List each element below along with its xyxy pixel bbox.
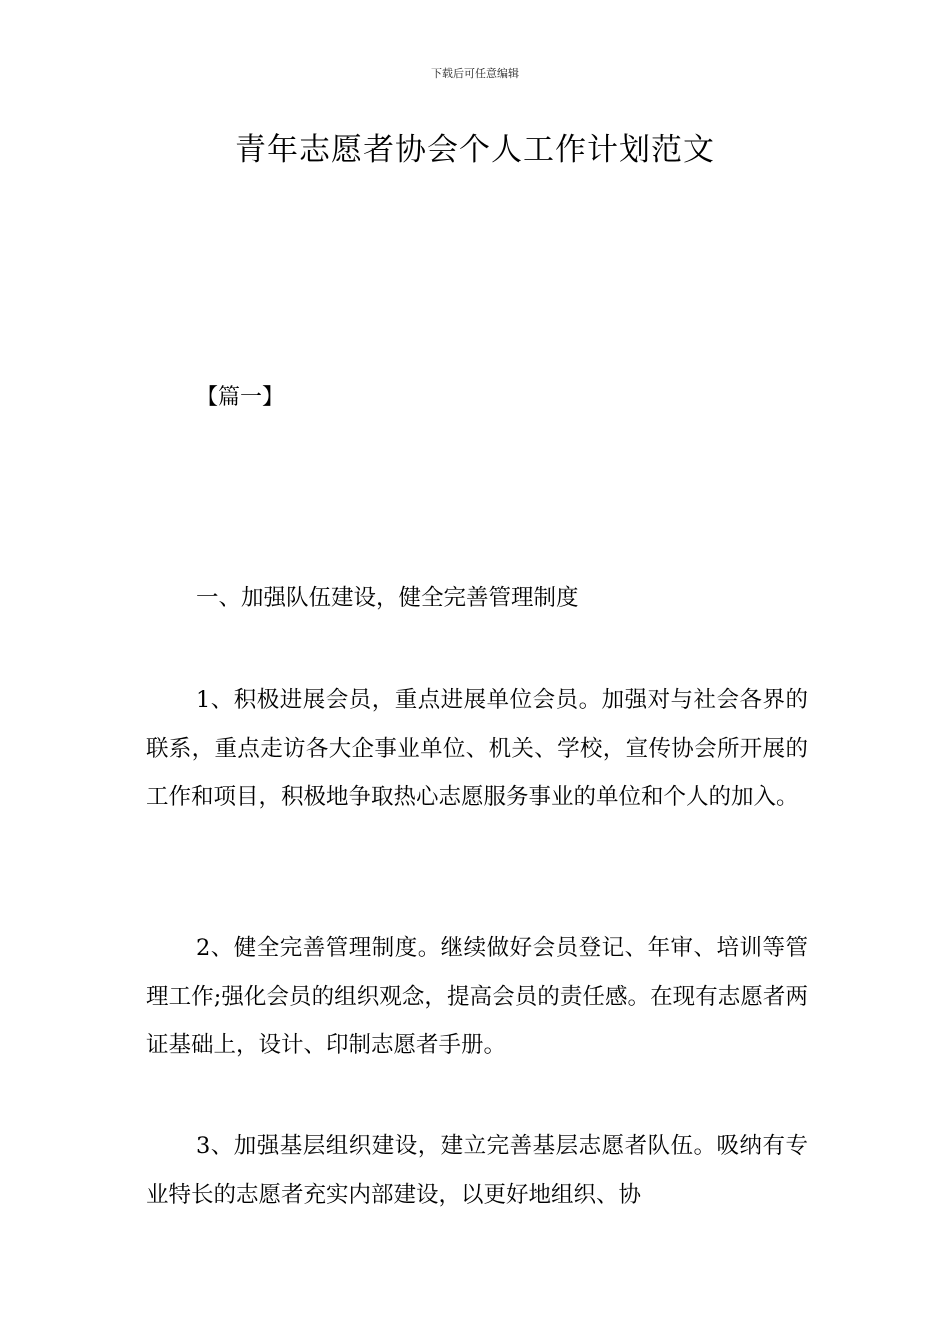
document-title: 青年志愿者协会个人工作计划范文 (235, 132, 715, 168)
section-heading: 一、加强队伍建设，健全完善管理制度 (196, 585, 579, 611)
section-label: 【篇一】 (196, 385, 285, 410)
paragraph: 3、加强基层组织建设，建立完善基层志愿者队伍。吸纳有专业特长的志愿者充实内部建设，以更好地组织、协 (146, 1133, 808, 1208)
paragraph: 2、健全完善管理制度。继续做好会员登记、年审、培训等管理工作;强化会员的组织观念，提高会员的责任感。在现有志愿者两证基础上，设计、印制志愿者手册。 (146, 935, 808, 1058)
paragraph: 1、积极进展会员，重点进展单位会员。加强对与社会各界的联系，重点走访各大企事业单位、机关、学校，宣传协会所开展的工作和项目，积极地争取热心志愿服务事业的单位和个人的加入。 (146, 687, 808, 810)
header-note: 下载后可任意编辑 (431, 67, 519, 80)
